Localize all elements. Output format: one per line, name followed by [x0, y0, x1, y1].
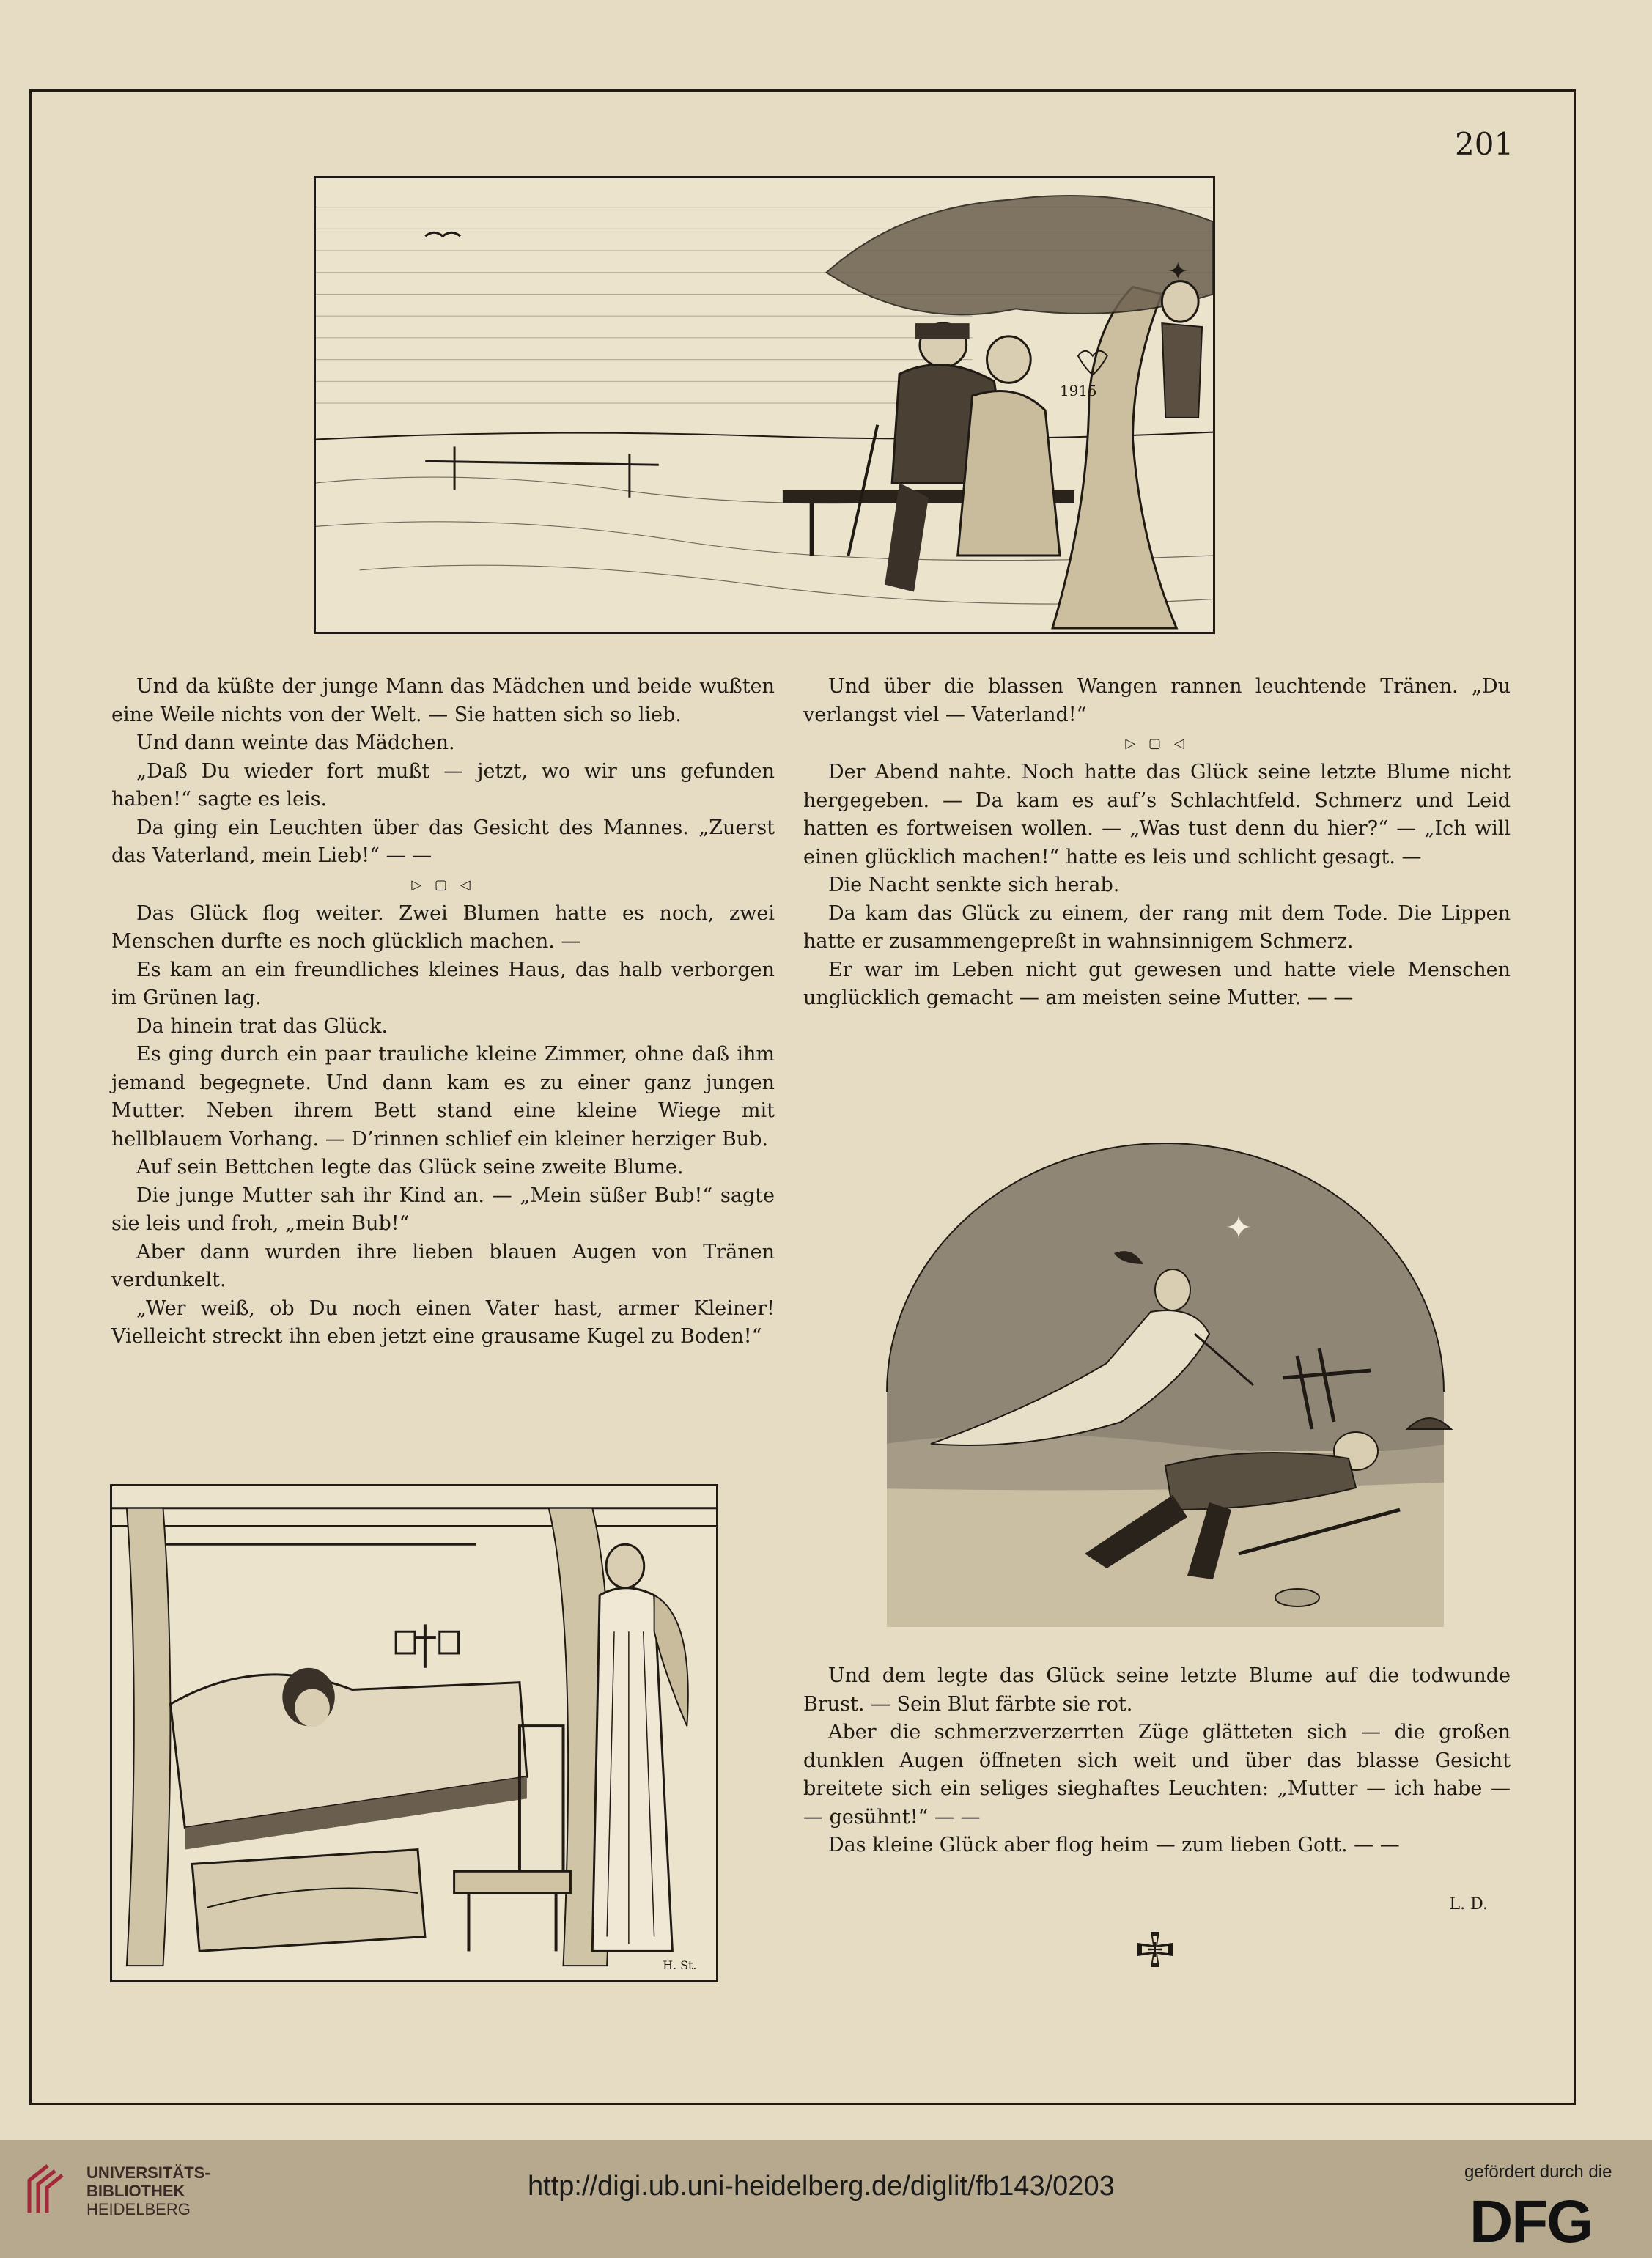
paragraph: Und dem legte das Glück seine letzte Blume auf die todwunde Brust. — Sein Blut färbte sie rot.: [803, 1664, 1511, 1716]
paragraph: Aber die schmerzverzerrten Züge glätteten sich — die großen dunklen Augen öffneten sich weit und über das blasse Gesicht breitete sich ein seliges sieghaftes Leuchten: „Mutter — ich habe — — gesühnt!“ — —: [803, 1721, 1511, 1829]
paragraph: Aber dann wurden ihre lieben blauen Augen von Tränen verdunkelt.: [111, 1240, 775, 1291]
paragraph: Der Abend nahte. Noch hatte das Glück seine letzte Blume nicht hergegeben. — Da kam es auf’s Schlachtfeld. Schmerz und Leid hatten es fortweisen wollen. — „Was tust denn du hier?“ — „Ich will einen glücklich machen!“ hatte es leis und schlicht gesagt. —: [803, 761, 1511, 868]
paragraph: Auf sein Bettchen legte das Glück seine zweite Blume.: [136, 1156, 684, 1178]
funding-note: gefördert durch die: [1464, 2162, 1612, 2182]
section-ornament: ▷ ▢ ◁: [411, 877, 475, 893]
right-text-column-top: [803, 673, 1511, 1013]
paragraph: Es ging durch ein paar trauliche kleine Zimmer, ohne daß ihm jemand begegnete. Und dann kam es zu einer ganz jungen Mutter. Neben ihrem Bett stand eine kleine Wiege mit hellblauem Vorhang. — D’rinnen schlief ein kleiner herziger Bub.: [111, 1043, 775, 1151]
artist-signature: H. St.: [663, 1958, 697, 1973]
page-number: 201: [1455, 126, 1514, 162]
right-text-column-bottom: [803, 1662, 1511, 1860]
paragraph: Er war im Leben nicht gut gewesen und hatte viele Menschen unglücklich gemacht — am meisten seine Mutter. — —: [803, 958, 1511, 1009]
paragraph: Die Nacht senkte sich herab.: [828, 874, 1120, 896]
paragraph: Das kleine Glück aber flog heim — zum lieben Gott. — —: [828, 1834, 1400, 1856]
svg-text:✦: ✦: [1225, 1209, 1253, 1247]
paragraph: Da kam das Glück zu einem, der rang mit dem Tode. Die Lippen hatte er zusammengepreßt in wahnsinnigem Schmerz.: [803, 901, 1511, 953]
paragraph: Da hinein trat das Glück.: [136, 1014, 388, 1038]
section-ornament: ▷ ▢ ◁: [1125, 736, 1189, 751]
author-signature: L. D.: [1449, 1895, 1488, 1914]
paragraph: Und über die blassen Wangen rannen leuchtende Tränen. „Du verlangst viel — Vaterland!“: [803, 675, 1511, 726]
library-name: UNIVERSITÄTS- BIBLIOTHEK HEIDELBERG: [86, 2163, 210, 2218]
illustration-battlefield-vignette: [843, 1143, 1488, 1642]
paragraph: „Wer weiß, ob Du noch einen Vater hast, armer Kleiner! Vielleicht streckt ihn eben jetzt eine grausame Kugel zu Boden!“: [111, 1296, 775, 1348]
paragraph: Es kam an ein freundliches kleines Haus, das halb verborgen im Grünen lag.: [111, 958, 775, 1009]
illustration-couple-under-tree: [314, 176, 1215, 634]
paragraph: Und dann weinte das Mädchen.: [136, 731, 455, 754]
source-url: http://digi.ub.uni-heidelberg.de/diglit/fb143/0203: [528, 2171, 1115, 2202]
library-logo-icon: [22, 2162, 73, 2221]
paragraph: Das Glück flog weiter. Zwei Blumen hatte es noch, zwei Menschen durfte es noch glücklich machen. —: [111, 901, 775, 953]
svg-text:✦: ✦: [1168, 257, 1189, 286]
paragraph: Die junge Mutter sah ihr Kind an. — „Mein süßer Bub!“ sagte sie leis und froh, „mein Bub!“: [111, 1184, 775, 1235]
dfg-logo: DFG: [1470, 2188, 1593, 2255]
left-text-column: [111, 673, 775, 1351]
illustration-mother-and-cradle: [110, 1484, 718, 1982]
paragraph: Da ging ein Leuchten über das Gesicht des Mannes. „Zuerst das Vaterland, mein Lieb!“ — —: [111, 816, 775, 867]
tree-carving-date: 1915: [1060, 383, 1097, 400]
paragraph: Und da küßte der junge Mann das Mädchen und beide wußten eine Weile nichts von der Welt. — Sie hatten sich so lieb.: [111, 675, 775, 726]
iron-cross-icon: [1135, 1929, 1176, 1970]
paragraph: „Daß Du wieder fort mußt — jetzt, wo wir uns gefunden haben!“ sagte es leis.: [111, 759, 775, 811]
